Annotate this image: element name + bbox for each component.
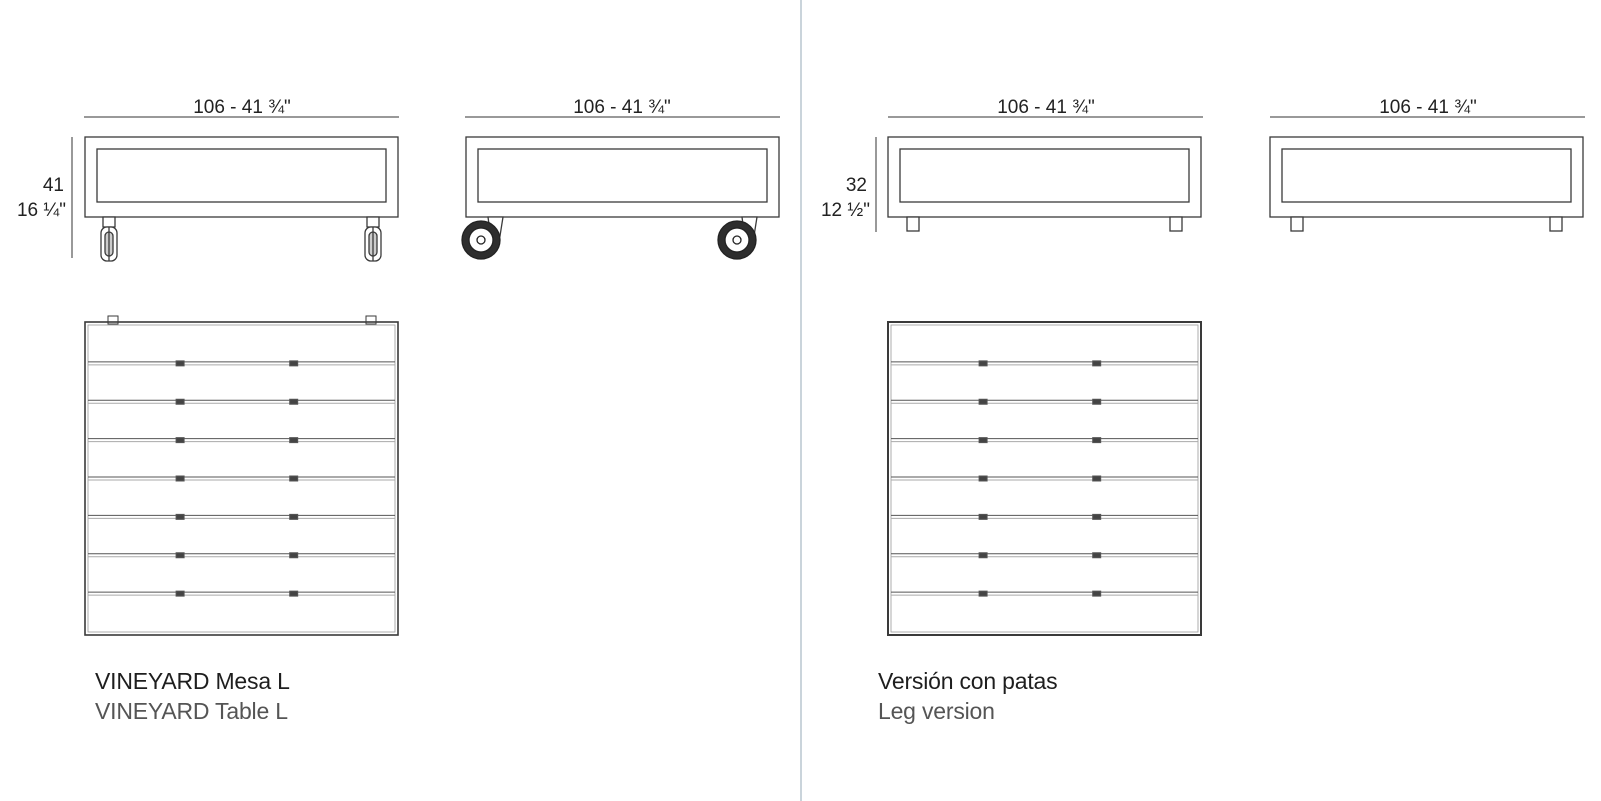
slat-fastener [176, 591, 184, 596]
width-dimension-label: 106 - 41 ¾" [997, 97, 1095, 118]
slat-fastener [290, 438, 298, 443]
slat-fastener [979, 476, 987, 481]
slat-fastener [979, 399, 987, 404]
slat-fastener [176, 399, 184, 404]
slat-fastener [979, 591, 987, 596]
version-title-es: Versión con patas [878, 668, 1058, 694]
slat-fastener [290, 514, 298, 519]
slat-fastener [1093, 514, 1101, 519]
version-title-en: Leg version [878, 698, 995, 724]
side-elevation-legs [1270, 137, 1583, 231]
front-elevation-legs [888, 137, 1201, 231]
slat-fastener [1093, 591, 1101, 596]
slat-fastener [176, 514, 184, 519]
slat-fastener [979, 361, 987, 366]
height-metric-label: 41 [42, 175, 64, 196]
width-dimension-label: 106 - 41 ¾" [193, 97, 291, 118]
slat-fastener [176, 361, 184, 366]
product-title-en: VINEYARD Table L [95, 698, 288, 724]
width-dimension-label: 106 - 41 ¾" [573, 97, 671, 118]
slat-fastener [979, 553, 987, 558]
slat-fastener [176, 553, 184, 558]
slat-fastener [290, 361, 298, 366]
slat-fastener [979, 438, 987, 443]
slat-fastener [176, 438, 184, 443]
slat-fastener [290, 399, 298, 404]
slat-fastener [176, 476, 184, 481]
height-imperial-label: 16 ¼" [16, 200, 66, 221]
slat-fastener [979, 514, 987, 519]
slat-fastener [290, 476, 298, 481]
slat-fastener [290, 591, 298, 596]
height-metric-label: 32 [845, 175, 867, 196]
slat-fastener [290, 553, 298, 558]
side-elevation-casters [462, 137, 779, 259]
slat-fastener [1093, 476, 1101, 481]
slat-fastener [1093, 553, 1101, 558]
width-dimension-label: 106 - 41 ¾" [1379, 97, 1477, 118]
plan-view-legs [888, 322, 1201, 635]
slat-fastener [1093, 399, 1101, 404]
front-elevation-casters [85, 137, 398, 261]
slat-fastener [1093, 438, 1101, 443]
product-title-es: VINEYARD Mesa L [95, 668, 290, 694]
plan-view-casters [85, 316, 398, 635]
height-imperial-label: 12 ½" [820, 200, 870, 221]
slat-fastener [1093, 361, 1101, 366]
